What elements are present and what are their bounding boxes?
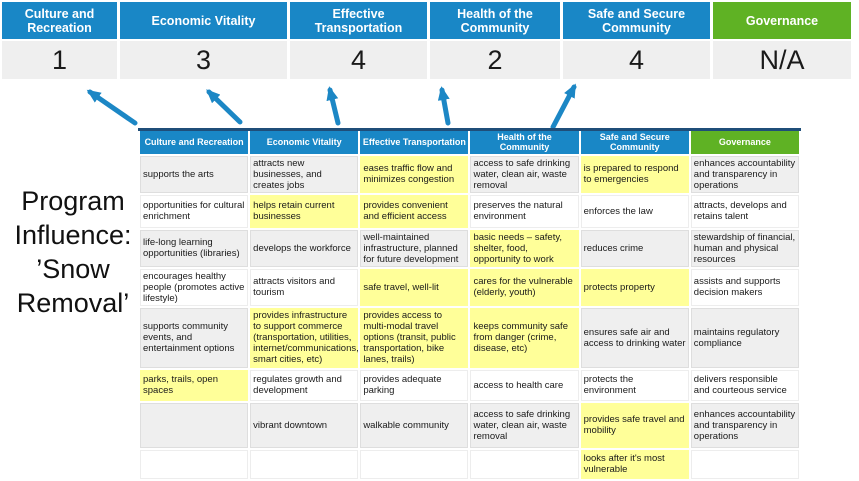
matrix-cell: opportunities for cultural enrichment <box>139 194 249 229</box>
matrix-cell: reduces crime <box>580 229 690 268</box>
program-title-line: Program <box>21 186 125 216</box>
category-score-effective-transportation: 4 <box>290 41 427 79</box>
matrix-cell: ensures safe air and access to drinking water <box>580 307 690 369</box>
matrix-cell: well-maintained infrastructure, planned for future development <box>359 229 469 268</box>
matrix-cell-highlighted: looks after it's most vulnerable <box>580 449 690 480</box>
matrix-cell-highlighted: eases traffic flow and minimizes congestion <box>359 155 469 194</box>
matrix-cell: supports community events, and entertainment options <box>139 307 249 369</box>
category-header-safe-and-secure-community: Safe and Secure Community <box>563 2 710 39</box>
program-title-line: Removal’ <box>16 288 130 318</box>
matrix-cell-highlighted: provides access to multi-modal travel options (transit, public transportation, bike lanes, trails) <box>359 307 469 369</box>
matrix-cell: life-long learning opportunities (libraries) <box>139 229 249 268</box>
influence-matrix <box>138 128 801 481</box>
category-header-culture-and-recreation: Culture and Recreation <box>2 2 117 39</box>
matrix-cell-highlighted: is prepared to respond to emergencies <box>580 155 690 194</box>
category-score-economic-vitality: 3 <box>120 41 287 79</box>
matrix-head <box>139 130 800 155</box>
matrix-row <box>139 229 800 268</box>
matrix-cell-highlighted: keeps community safe from danger (crime, disease, etc) <box>469 307 579 369</box>
matrix-cell: regulates growth and development <box>249 369 359 402</box>
matrix-header-economic-vitality: Economic Vitality <box>249 130 359 155</box>
matrix-cell: attracts new businesses, and creates jobs <box>249 155 359 194</box>
matrix-table <box>138 128 801 481</box>
influence-arrows <box>0 80 859 130</box>
matrix-cell-highlighted: provides convenient and efficient access <box>359 194 469 229</box>
matrix-cell: access to safe drinking water, clean air, waste removal <box>469 155 579 194</box>
matrix-cell <box>469 449 579 480</box>
matrix-cell: supports the arts <box>139 155 249 194</box>
matrix-cell-highlighted: protects property <box>580 268 690 307</box>
matrix-cell-highlighted: provides infrastructure to support commerce (transportation, utilities, internet/communications, smart cities, etc) <box>249 307 359 369</box>
matrix-cell <box>139 449 249 480</box>
category-header-economic-vitality: Economic Vitality <box>120 2 287 39</box>
category-score-culture-and-recreation: 1 <box>2 41 117 79</box>
matrix-cell-highlighted: parks, trails, open spaces <box>139 369 249 402</box>
up-arrow-icon-transportation <box>330 90 338 123</box>
score-band-headers <box>2 2 851 39</box>
up-arrow-icon-health <box>442 90 448 123</box>
up-arrow-icon-culture <box>90 92 135 123</box>
matrix-cell <box>690 449 800 480</box>
category-header-effective-transportation: Effective Transportation <box>290 2 427 39</box>
matrix-cell: provides adequate parking <box>359 369 469 402</box>
matrix-header-governance: Governance <box>690 130 800 155</box>
matrix-header-culture-and-recreation: Culture and Recreation <box>139 130 249 155</box>
matrix-cell: develops the workforce <box>249 229 359 268</box>
matrix-cell: attracts visitors and tourism <box>249 268 359 307</box>
matrix-cell: protects the environment <box>580 369 690 402</box>
matrix-cell: encourages healthy people (promotes active lifestyle) <box>139 268 249 307</box>
matrix-row <box>139 449 800 480</box>
matrix-cell: enhances accountability and transparency in operations <box>690 155 800 194</box>
matrix-row <box>139 155 800 194</box>
matrix-cell: maintains regulatory compliance <box>690 307 800 369</box>
matrix-header-health-of-the-community: Health of the Community <box>469 130 579 155</box>
program-title-line: Influence: <box>14 220 132 250</box>
matrix-cell-highlighted: basic needs – safety, shelter, food, opportunity to work <box>469 229 579 268</box>
category-header-health-of-the-community: Health of the Community <box>430 2 560 39</box>
matrix-cell: assists and supports decision makers <box>690 268 800 307</box>
matrix-header-safe-and-secure-community: Safe and Secure Community <box>580 130 690 155</box>
matrix-cell: delivers responsible and courteous service <box>690 369 800 402</box>
matrix-cell <box>139 402 249 449</box>
up-arrow-icon-safe <box>553 87 574 127</box>
matrix-cell: vibrant downtown <box>249 402 359 449</box>
matrix-cell-highlighted: cares for the vulnerable (elderly, youth) <box>469 268 579 307</box>
matrix-cell-highlighted: provides safe travel and mobility <box>580 402 690 449</box>
matrix-cell: preserves the natural environment <box>469 194 579 229</box>
matrix-cell: walkable community <box>359 402 469 449</box>
matrix-cell: attracts, develops and retains talent <box>690 194 800 229</box>
matrix-cell: access to health care <box>469 369 579 402</box>
matrix-cell <box>249 449 359 480</box>
matrix-cell-highlighted: helps retain current businesses <box>249 194 359 229</box>
matrix-cell-highlighted: safe travel, well-lit <box>359 268 469 307</box>
category-header-governance: Governance <box>713 2 851 39</box>
category-score-safe-and-secure-community: 4 <box>563 41 710 79</box>
matrix-cell: access to safe drinking water, clean air, waste removal <box>469 402 579 449</box>
up-arrow-icon-economic <box>209 92 240 122</box>
matrix-cell: enforces the law <box>580 194 690 229</box>
matrix-row <box>139 194 800 229</box>
program-title <box>0 184 146 320</box>
matrix-body <box>139 155 800 480</box>
score-band-values <box>2 41 851 79</box>
matrix-row <box>139 402 800 449</box>
category-score-governance: N/A <box>713 41 851 79</box>
matrix-cell <box>359 449 469 480</box>
matrix-cell: stewardship of financial, human and physical resources <box>690 229 800 268</box>
matrix-cell: enhances accountability and transparency in operations <box>690 402 800 449</box>
matrix-row <box>139 307 800 369</box>
program-title-line: ’Snow <box>36 254 110 284</box>
category-score-health-of-the-community: 2 <box>430 41 560 79</box>
matrix-row <box>139 268 800 307</box>
matrix-row <box>139 369 800 402</box>
matrix-header-effective-transportation: Effective Transportation <box>359 130 469 155</box>
